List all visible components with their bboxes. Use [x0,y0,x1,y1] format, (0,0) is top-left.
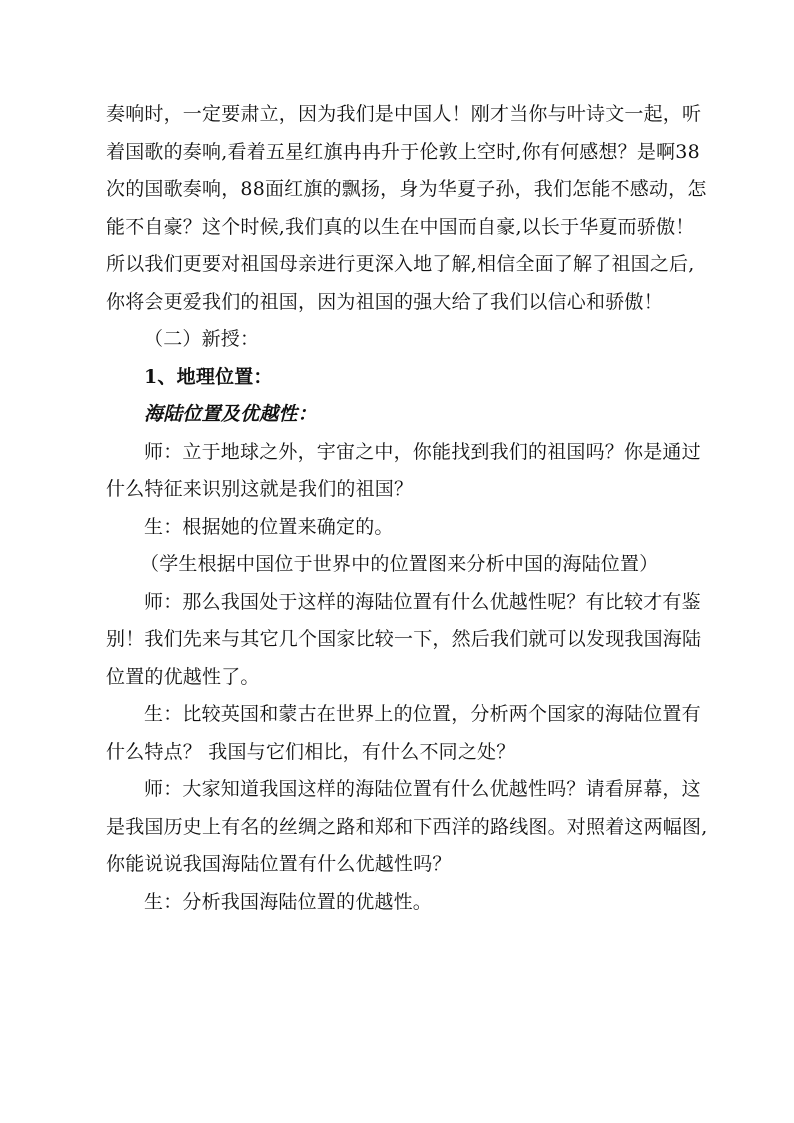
paragraph-line: 师：立于地球之外，宇宙之中，你能找到我们的祖国吗？你是通过 [144,440,701,463]
paragraph-line: （学生根据中国位于世界中的位置图来分析中国的海陆位置） [140,553,659,575]
paragraph-line: 师：大家知道我国这样的海陆位置有什么优越性吗？请看屏幕，这 [144,778,701,800]
paragraph-line: 什么特点？ 我国与它们相比，有什么不同之处？ [106,740,516,763]
section-heading: （二）新授： [144,328,260,350]
paragraph-line: 生：比较英国和蒙古在世界上的位置，分析两个国家的海陆位置有 [144,703,701,725]
topic-heading: 海陆位置及优越性： [144,403,317,425]
paragraph-line: 能不自豪？这个时候,我们真的以生在中国而自豪,以长于华夏而骄傲！ [106,215,695,238]
paragraph-line: 生：根据她的位置来确定的。 [144,515,394,538]
paragraph-line: 位置的优越性了。 [106,665,260,688]
paragraph-line: 你将会更爱我们的祖国，因为祖国的强大给了我们以信心和骄傲！ [106,290,663,313]
subsection-heading: 1、地理位置： [144,365,273,388]
paragraph-line: 师：那么我国处于这样的海陆位置有什么优越性呢？有比较才有鉴 [144,590,701,613]
paragraph-line: 奏响时，一定要肃立，因为我们是中国人！刚才当你与叶诗文一起，听 [106,103,702,125]
paragraph-line: 生：分析我国海陆位置的优越性。 [144,890,433,913]
paragraph-line: 什么特征来识别这就是我们的祖国？ [106,478,414,500]
paragraph-line: 着国歌的奏响,看着五星红旗冉冉升于伦敦上空时,你有何感想？是啊38 [106,140,700,163]
paragraph-line: 你能说说我国海陆位置有什么优越性吗？ [106,853,452,875]
paragraph-line: 所以我们更要对祖国母亲进行更深入地了解,相信全面了解了祖国之后, [106,253,695,275]
paragraph-line: 别！我们先来与其它几个国家比较一下，然后我们就可以发现我国海陆 [106,628,702,650]
paragraph-line: 次的国歌奏响，88面红旗的飘扬，身为华夏子孙，我们怎能不感动，怎 [106,178,707,200]
paragraph-line: 是我国历史上有名的丝绸之路和郑和下西洋的路线图。对照着这两幅图, [106,815,708,838]
document-page [106,96,708,921]
